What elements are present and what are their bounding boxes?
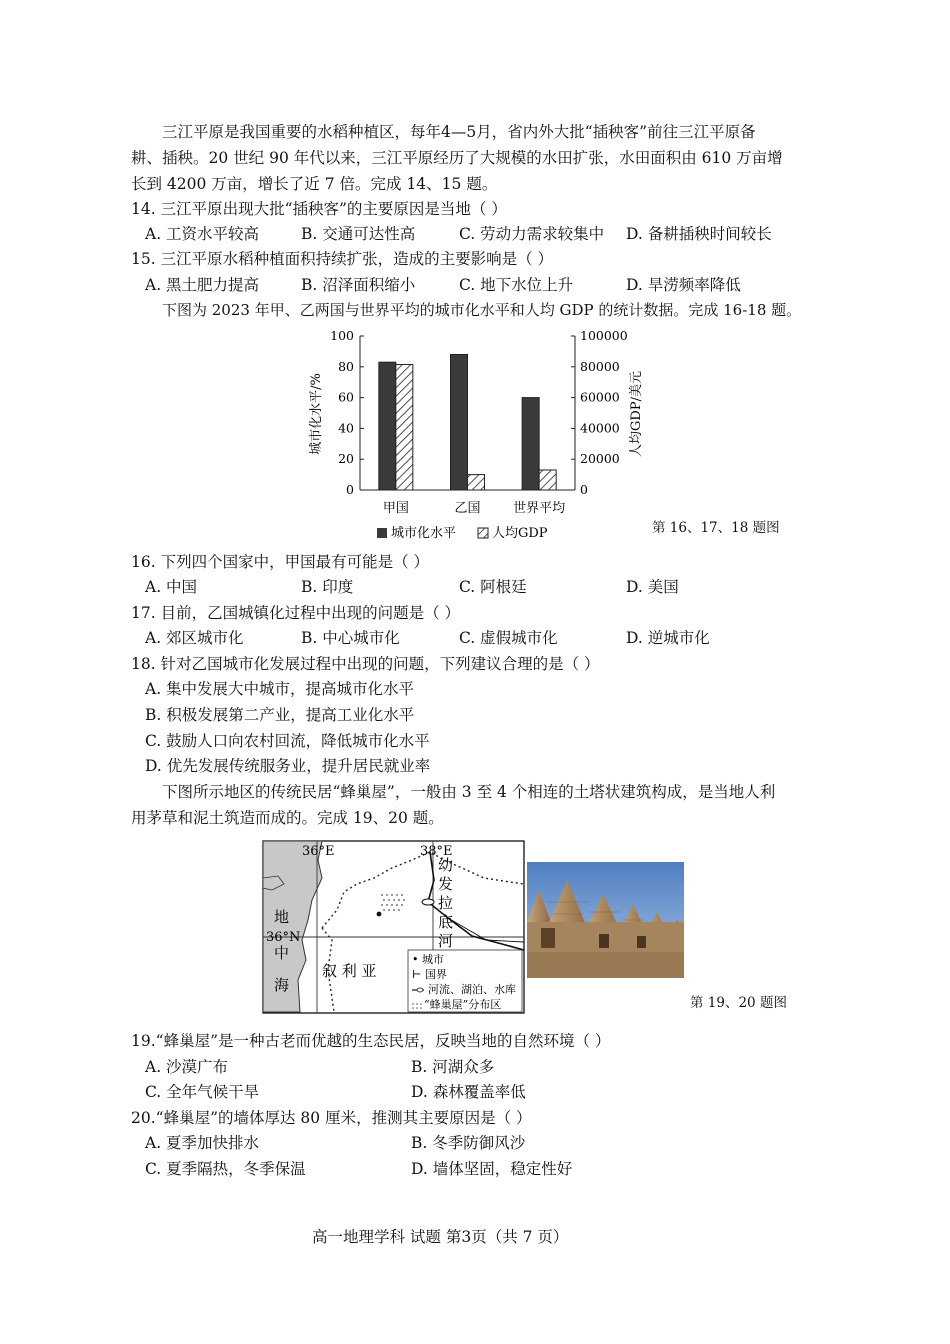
question-19-stem: 19.“蜂巢屋”是一种古老而优越的生态民居，反映当地的自然环境（ ） bbox=[131, 1032, 611, 1050]
label-36n: 36°N bbox=[266, 930, 301, 945]
legend-label-urbanization: 城市化水平 bbox=[391, 526, 457, 541]
bar-urbanization-2 bbox=[522, 398, 539, 490]
q16-option-b: B. 印度 bbox=[301, 578, 354, 596]
sea-char-2: 中 bbox=[274, 944, 290, 962]
y-tick-label-right: 0 bbox=[580, 482, 588, 497]
map-caption: 第 19、20 题图 bbox=[690, 995, 787, 1011]
intro-16-18: 下图为 2023 年甲、乙两国与世界平均的城市化水平和人均 GDP 的统计数据。完成 16-18 题。 bbox=[162, 301, 802, 319]
bar-gdp-2 bbox=[539, 470, 556, 490]
beehive-house-photo bbox=[527, 862, 684, 978]
q18-option-b: B. 积极发展第二产业，提高工业化水平 bbox=[145, 706, 415, 724]
river-char-5: 河 bbox=[438, 932, 454, 950]
x-tick-label: 世界平均 bbox=[513, 501, 566, 516]
question-14-stem: 14. 三江平原出现大批“插秧客”的主要原因是当地（ ） bbox=[131, 200, 507, 218]
q18-option-a: A. 集中发展大中城市，提高城市化水平 bbox=[145, 680, 415, 698]
q20-option-c: C. 夏季隔热，冬季保温 bbox=[145, 1160, 306, 1178]
sea-char-1: 地 bbox=[274, 908, 290, 926]
y-tick-label-right: 40000 bbox=[580, 420, 620, 436]
y-tick-label-left: 100 bbox=[330, 328, 354, 343]
question-20-stem: 20.“蜂巢屋”的墙体厚达 80 厘米，推测其主要原因是（ ） bbox=[131, 1109, 532, 1127]
q14-option-c: C. 劳动力需求较集中 bbox=[459, 225, 605, 243]
q14-option-b: B. 交通可达性高 bbox=[301, 225, 416, 243]
q15-option-d: D. 旱涝频率降低 bbox=[626, 276, 741, 294]
q17-option-a: A. 郊区城市化 bbox=[145, 629, 244, 647]
question-15-stem: 15. 三江平原水稻种植面积持续扩张，造成的主要影响是（ ） bbox=[131, 250, 554, 268]
syria-map bbox=[262, 840, 526, 1015]
q18-option-d: D. 优先发展传统服务业，提升居民就业率 bbox=[145, 757, 431, 775]
river-char-4: 底 bbox=[438, 913, 454, 931]
question-18-stem: 18. 针对乙国城市化发展过程中出现的问题，下列建议合理的是（ ） bbox=[131, 655, 600, 673]
q17-option-c: C. 虚假城市化 bbox=[459, 629, 558, 647]
legend-swatch-urbanization bbox=[377, 528, 387, 538]
intro-line: 下图所示地区的传统民居“蜂巢屋”，一般由 3 至 4 个相连的土塔状建筑构成，是当地人利 bbox=[162, 783, 776, 801]
y-tick-label-left: 20 bbox=[338, 451, 354, 467]
y-tick-label-left: 60 bbox=[338, 389, 354, 405]
label-38e: 38°E bbox=[420, 844, 453, 859]
river-char-2: 发 bbox=[438, 875, 454, 893]
intro-line: 耕、插秧。20 世纪 90 年代以来，三江平原经历了大规模的水田扩张，水田面积由 610 万亩增 bbox=[131, 149, 783, 167]
y-tick-label-left: 80 bbox=[338, 358, 354, 374]
question-16-stem: 16. 下列四个国家中，甲国最有可能是（ ） bbox=[131, 553, 430, 571]
q20-option-b: B. 冬季防御风沙 bbox=[411, 1134, 526, 1152]
reservoir bbox=[422, 899, 434, 905]
q19-option-b: B. 河湖众多 bbox=[411, 1058, 495, 1076]
q15-option-b: B. 沼泽面积缩小 bbox=[301, 276, 416, 294]
x-tick-label: 甲国 bbox=[382, 501, 409, 516]
bar-gdp-0 bbox=[396, 364, 413, 490]
legend-label-gdp: 人均GDP bbox=[492, 526, 548, 541]
q19-option-a: A. 沙漠广布 bbox=[145, 1058, 229, 1076]
y-axis-label-left: 城市化水平/% bbox=[309, 373, 324, 455]
q16-option-a: A. 中国 bbox=[145, 578, 198, 596]
legend-swatch-gdp bbox=[478, 528, 488, 538]
q16-option-d: D. 美国 bbox=[626, 578, 679, 596]
chart-caption: 第 16、17、18 题图 bbox=[652, 520, 780, 536]
y-tick-label-right: 100000 bbox=[580, 328, 628, 343]
q18-option-c: C. 鼓励人口向农村回流，降低城市化水平 bbox=[145, 732, 430, 750]
q14-option-a: A. 工资水平较高 bbox=[145, 225, 260, 243]
legend-beehive: “蜂巢屋”分布区 bbox=[424, 998, 502, 1011]
y-tick-label-left: 40 bbox=[338, 420, 354, 436]
y-tick-label-left: 0 bbox=[346, 482, 354, 497]
bar-urbanization-1 bbox=[451, 354, 468, 490]
sea-char-3: 海 bbox=[274, 976, 290, 994]
y-tick-label-right: 20000 bbox=[580, 451, 620, 467]
question-17-stem: 17. 目前，乙国城镇化过程中出现的问题是（ ） bbox=[131, 604, 461, 622]
q17-option-b: B. 中心城市化 bbox=[301, 629, 400, 647]
q15-option-a: A. 黑土肥力提高 bbox=[145, 276, 260, 294]
page-footer: 高一地理学科 试题 第3页（共 7 页） bbox=[312, 1228, 569, 1246]
bar-urbanization-0 bbox=[379, 362, 396, 490]
label-36e: 36°E bbox=[302, 844, 335, 859]
intro-line: 用茅草和泥土筑造而成的。完成 19、20 题。 bbox=[131, 809, 444, 827]
y-tick-label-right: 80000 bbox=[580, 358, 620, 374]
y-axis-label-right: 人均GDP/美元 bbox=[629, 371, 644, 457]
river-char-1: 幼 bbox=[438, 856, 454, 874]
river-char-3: 拉 bbox=[438, 894, 454, 912]
q16-option-c: C. 阿根廷 bbox=[459, 578, 527, 596]
city-marker bbox=[377, 912, 382, 917]
legend-border: ⊢ 国界 bbox=[412, 968, 447, 981]
x-tick-label: 乙国 bbox=[454, 501, 481, 516]
y-tick-label-right: 60000 bbox=[580, 389, 620, 405]
legend-river: 河流、湖泊、水库 bbox=[428, 983, 516, 996]
intro-line: 长到 4200 万亩，增长了近 7 倍。完成 14、15 题。 bbox=[131, 175, 498, 193]
q19-option-d: D. 森林覆盖率低 bbox=[411, 1083, 526, 1101]
q17-option-d: D. 逆城市化 bbox=[626, 629, 710, 647]
q14-option-d: D. 备耕插秧时间较长 bbox=[626, 225, 772, 243]
urbanization-gdp-chart bbox=[300, 322, 660, 548]
intro-line: 三江平原是我国重要的水稻种植区，每年4—5月，省内外大批“插秧客”前往三江平原备 bbox=[162, 123, 756, 141]
q20-option-a: A. 夏季加快排水 bbox=[145, 1134, 260, 1152]
q19-option-c: C. 全年气候干旱 bbox=[145, 1083, 260, 1101]
legend-city: • 城市 bbox=[412, 953, 444, 966]
country-label: 叙 利 亚 bbox=[322, 962, 377, 980]
q20-option-d: D. 墙体坚固，稳定性好 bbox=[411, 1160, 573, 1178]
q15-option-c: C. 地下水位上升 bbox=[459, 276, 574, 294]
bar-gdp-1 bbox=[468, 475, 485, 490]
